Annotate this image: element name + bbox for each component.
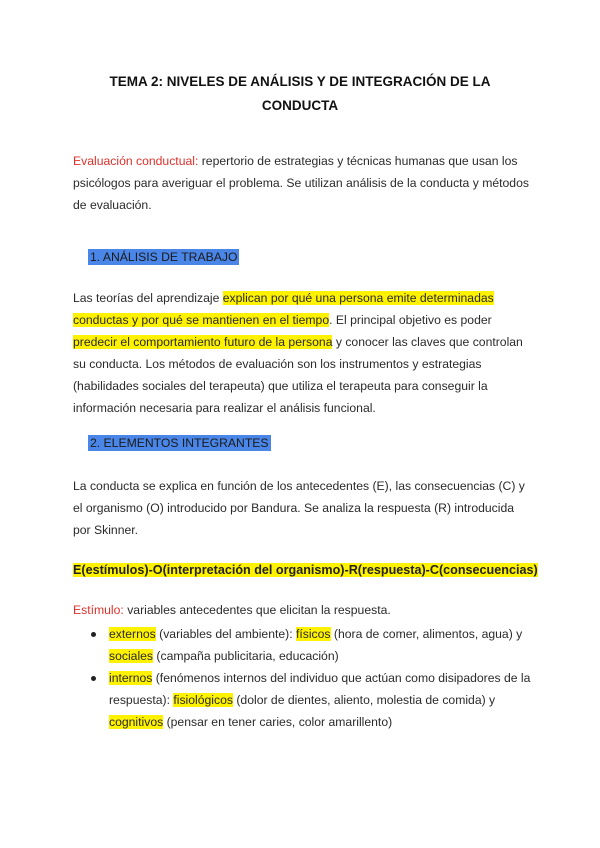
evaluation-term: Evaluación conductual: <box>73 154 199 168</box>
evaluation-text: repertorio de estrategias y técnicas humanas que usan los psicólogos para averiguar el problema. Se utilizan análisis de la conducta y métodos de evaluación. <box>73 154 529 212</box>
theories-paragraph <box>73 287 533 419</box>
stimulus-paragraph <box>73 599 533 621</box>
title-line-2: CONDUCTA <box>261 98 339 113</box>
highlight-term: internos <box>109 671 153 685</box>
list-item <box>73 667 538 733</box>
page-title <box>80 70 520 118</box>
bullet-icon <box>91 632 96 637</box>
list-text: (hora de comer, alimentos, agua) y <box>330 627 523 641</box>
p2-text-a: Las teorías del aprendizaje <box>73 291 223 305</box>
p2-highlight-1: explican por qué una persona emite determinadas conductas y por qué se mantienen en el tiempo <box>73 291 494 327</box>
highlight-term: fisiológicos <box>173 693 233 707</box>
list-text: (pensar en tener caries, color amarillento) <box>163 715 393 729</box>
bullet-icon <box>91 676 96 681</box>
p2-text-c: . El principal objetivo es poder <box>329 313 492 327</box>
p2-text-e: y conocer las claves que controlan su conducta. Los métodos de evaluación son los instrumentos y estrategias (habilidades sociales del terapeuta) que utiliza el terapeuta para conseguir la información necesaria para realizar el análisis funcional. <box>73 335 523 415</box>
list-text: (campaña publicitaria, educación) <box>153 649 339 663</box>
section-heading-2 <box>88 434 271 452</box>
highlight-term: sociales <box>109 649 154 663</box>
list-text: (dolor de dientes, aliento, molestia de comida) y <box>232 693 496 707</box>
list-text: (variables del ambiente): <box>155 627 296 641</box>
section-heading-1-label: 1. ANÁLISIS DE TRABAJO <box>90 250 238 264</box>
p2-highlight-2: predecir el comportamiento futuro de la persona <box>73 335 333 349</box>
evaluation-paragraph <box>73 150 533 216</box>
highlight-term: externos <box>109 627 156 641</box>
stimulus-text: variables antecedentes que elicitan la respuesta. <box>123 603 391 617</box>
section-heading-1 <box>88 248 239 266</box>
stimulus-list <box>73 623 538 733</box>
formula-text: E(estímulos)-O(interpretación del organismo)-R(respuesta)-C(consecuencias) <box>73 563 538 577</box>
highlight-term: físicos <box>295 627 331 641</box>
section-heading-2-label: 2. ELEMENTOS INTEGRANTES <box>90 436 269 450</box>
list-item <box>73 623 538 667</box>
formula-line <box>73 560 538 580</box>
highlight-term: cognitivos <box>109 715 164 729</box>
conduct-paragraph: La conducta se explica en función de los antecedentes (E), las consecuencias (C) y el organismo (O) introducido por Bandura. Se analiza la respuesta (R) introducida por Skinner. <box>73 479 525 537</box>
title-line-1: TEMA 2: NIVELES DE ANÁLISIS Y DE INTEGRACIÓN DE LA <box>109 74 491 89</box>
stimulus-term: Estímulo: <box>73 603 124 617</box>
list-text: (fenómenos internos del individuo que actúan como disipadores de la respuesta): <box>109 671 531 707</box>
